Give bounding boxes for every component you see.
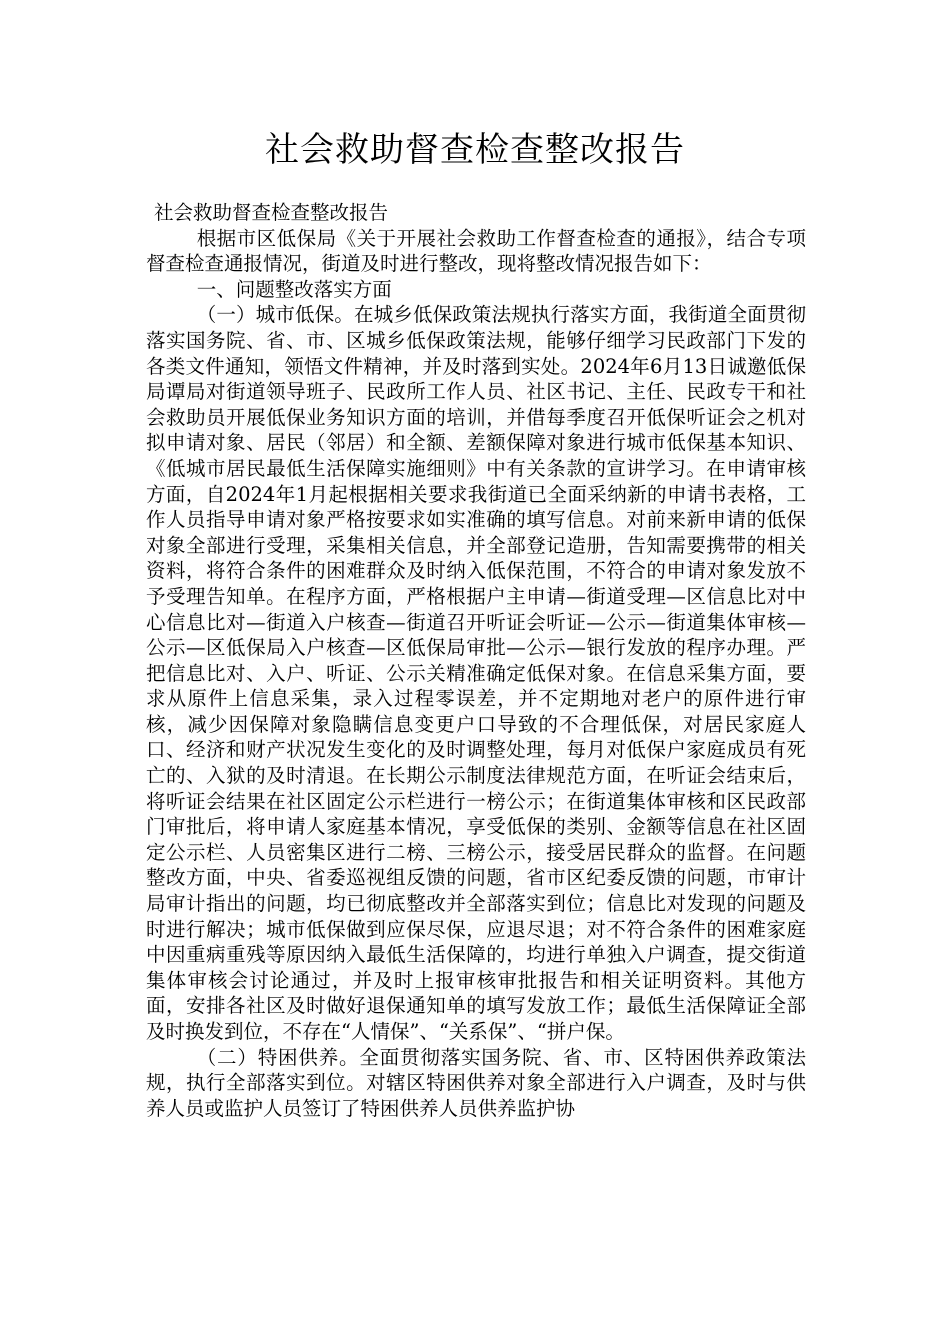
section-heading-1: 一、问题整改落实方面 (196, 277, 392, 301)
document-body (146, 200, 806, 1121)
paragraph-tekun-gongyang: （二）特困供养。全面贯彻落实国务院、省、市、区特困供养政策法规，执行全部落实到位。对辖区特困供养对象全部进行入户调查，及时与供养人员或监护人员签订了特困供养人员供养监护协 (146, 1045, 806, 1120)
paragraph-urban-dibao: （一）城市低保。在城乡低保政策法规执行落实方面，我街道全面贯彻落实国务院、省、市、区城乡低保政策法规，能够仔细学习民政部门下发的各类文件通知，领悟文件精神，并及时落到实处。2024年6月13日诚邀低保局谭局对街道领导班子、民政所工作人员、社区书记、主任、民政专干和社会救助员开展低保业务知识方面的培训，并借每季度召开低保听证会之机对拟申请对象、居民（邻居）和全额、差额保障对象进行城市低保基本知识、《低城市居民最低生活保障实施细则》中有关条款的宣讲学习。在申请审核方面，自2024年1月起根据相关要求我街道已全面采纳新的申请书表格，工作人员指导申请对象严格按要求如实准确的填写信息。对前来新申请的低保对象全部进行受理，采集相关信息，并全部登记造册，告知需要携带的相关资料，将符合条件的困难群众及时纳入低保范围，不符合的申请对象发放不予受理告知单。在程序方面，严格根据户主申请—街道受理—区信息比对中心信息比对—街道入户核查—街道召开听证会听证—公示—街道集体审核—公示—区低保局入户核查—区低保局审批—公示—银行发放的程序办理。严把信息比对、入户、听证、公示关精准确定低保对象。在信息采集方面，要求从原件上信息采集，录入过程零误差，并不定期地对老户的原件进行审核，减少因保障对象隐瞒信息变更户口导致的不合理低保，对居民家庭人口、经济和财产状况发生变化的及时调整处理，每月对低保户家庭成员有死亡的、入狱的及时清退。在长期公示制度法律规范方面，在听证会结束后，将听证会结果在社区固定公示栏进行一榜公示；在街道集体审核和区民政部门审批后，将申请人家庭基本情况，享受低保的类别、金额等信息在社区固定公示栏、人员密集区进行二榜、三榜公示，接受居民群众的监督。在问题整改方面，中央、省委巡视组反馈的问题，省市区纪委反馈的问题，市审计局审计指出的问题，均已彻底整改并全部落实到位；信息比对发现的问题及时进行解决；城市低保做到应保尽保，应退尽退；对不符合条件的困难家庭中因重病重残等原因纳入最低生活保障的，均进行单独入户调查，提交街道集体审核会讨论通过，并及时上报审核审批报告和相关证明资料。其他方面，安排各社区及时做好退保通知单的填写发放工作；最低生活保障证全部及时换发到位，不存在“人情保”、“关系保”、“拼户保。 (146, 303, 806, 1043)
document-subtitle: 社会救助督查检查整改报告 (154, 201, 389, 224)
document-title: 社会救助督查检查整改报告 (265, 130, 685, 170)
paragraph-intro: 根据市区低保局《关于开展社会救助工作督查检查的通报》，结合专项督查检查通报情况，街道及时进行整改，现将整改情况报告如下： (146, 226, 806, 276)
